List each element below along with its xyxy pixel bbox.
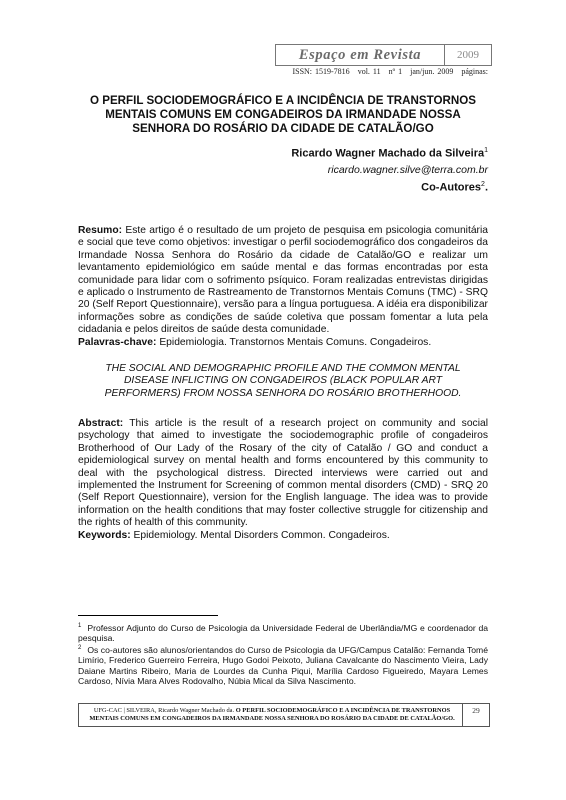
author-name: Ricardo Wagner Machado da Silveira: [291, 147, 485, 160]
pages-label: páginas:: [461, 67, 488, 76]
keywords-label: Keywords:: [78, 529, 131, 541]
keywords-text: Epidemiology. Mental Disorders Common. Congadeiros.: [133, 529, 390, 541]
article-title: O PERFIL SOCIODEMOGRÁFICO E A INCIDÊNCIA DE TRANSTORNOS MENTAIS COMUNS EM CONGADEIROS DA IRMANDADE NOSSA SENHORA DO ROSÁRIO DA CIDADE DE CATALÃO/GO: [89, 94, 477, 135]
footnote-1-text: Professor Adjunto do Curso de Psicologia da Universidade Federal de Uberlândia/MG e coordenador da pesquisa.: [78, 622, 488, 644]
footnote-1-mark: 1: [78, 623, 82, 629]
footer-citation: [83, 707, 461, 723]
issn: ISSN: 1519-7816: [292, 67, 350, 76]
palavras-chave-text: Epidemiologia. Transtornos Mentais Comuns. Congadeiros.: [159, 336, 432, 348]
journal-year: 2009: [444, 44, 492, 66]
resumo-text: Este artigo é o resultado de um projeto de pesquisa em psicologia comunitária e social que teve como objetivos: investigar o perfil sociodemográfico dos congadeiros da Irmandade Nossa Senhora do Rosário da cidade de Catalão/GO e realizar um levantamento epidemiológico em saúde mental e das formas encontradas por esta comunidade para lidar com o sofrimento psíquico. Foram realizadas entrevistas dirigidas e aplicado o Instrumento de Rastreamento de Transtornos Mentais Comuns (TMC) - SRQ 20 (Self Report Questionnaire), versão para a língua portuguesa. A idéia era disponibilizar informações sobre as condições de saúde coletiva que possam fomentar a luta pela cidadania e pelos direitos de saúde desta comunidade.: [78, 225, 488, 336]
author-email[interactable]: ricardo.wagner.silve@terra.com.br: [327, 164, 488, 176]
footnote-1: [78, 621, 488, 644]
issn-line: [292, 67, 488, 76]
footer-prefix: UFG-CAC | SILVEIRA, Ricardo Wagner Machado da.: [93, 707, 235, 714]
resumo-label: Resumo:: [78, 225, 123, 236]
issue-number: nº 1: [388, 67, 403, 76]
issue-date: jan/jun. 2009: [410, 67, 454, 76]
footnote-divider: [78, 615, 218, 616]
footer-title: O PERFIL SOCIODEMOGRÁFICO E A INCIDÊNCIA DE TRANSTORNOS MENTAIS COMUNS EM CONGADEIROS DA IRMANDADE NOSSA SENHORA DO ROSÁRIO DA CIDADE DE CATALÃO/GO.: [89, 707, 455, 722]
palavras-chave-label: Palavras-chave:: [78, 336, 157, 348]
journal-name: Espaço em Revista: [275, 44, 444, 66]
coauthors-end: .: [484, 181, 488, 194]
coauthors-label: Co-Autores: [421, 181, 482, 194]
journal-header: [275, 42, 491, 66]
coauthors-line: [421, 181, 488, 194]
footnote-2: [78, 643, 488, 686]
coauthors-footnote-mark: 2: [481, 181, 485, 188]
abstract-paragraph: [78, 418, 488, 530]
resumo-block: [78, 225, 488, 349]
keywords-line: [78, 530, 488, 542]
resumo-paragraph: [78, 225, 488, 337]
abstract-text: This article is the result of a research project on community and social psychology that aimed to investigate the sociodemographic profile of congadeiros Brotherhood of Our Lady of the Rosary of the city of Catalão / GO and conduct a epidemiological survey on mental health and forms encountered by this community to deal with the psychological distress. Directed interviews were carried out and implemented the Instrument for Screening of common mental disorders (CMD) - SRQ 20 (Self Report Questionnaire), version for the English language. The idea was to provide information on the health conditions that may foster collective struggle for citizenship and the rights of health of this community.: [78, 418, 488, 529]
footnote-2-mark: 2: [78, 645, 82, 651]
author-line: [291, 147, 488, 160]
page-footer: [78, 703, 490, 727]
page-number: 29: [462, 704, 489, 726]
author-footnote-mark: 1: [484, 147, 488, 154]
palavras-chave-line: [78, 337, 488, 349]
abstract-label: Abstract:: [78, 418, 124, 429]
footnote-2-text: Os co-autores são alunos/orientandos do Curso de Psicologia da UFG/Campus Catalão: Fernanda Tomé Limírio, Frederico Guerreiro Ferreira, Hugo Godoi Peixoto, Juliana Cavalcante do Nascimento Vieira, Lady Daiane Martins Ribeiro, Maria de Lourdes da Cunha Piqui, Marília Cardoso Figueiredo, Mayara Lemes Cardoso, Nívia Mara Alves Rodovalho, Núbia Mical da Silva Nascimento.: [78, 644, 488, 687]
abstract-block: [78, 418, 488, 542]
english-title: THE SOCIAL AND DEMOGRAPHIC PROFILE AND THE COMMON MENTAL DISEASE INFLICTING ON CONGADEIROS (BLACK POPULAR ART PERFORMERS) FROM NOSSA SENHORA DO ROSÁRIO BROTHERHOOD.: [104, 363, 462, 399]
volume: vol. 11: [357, 67, 381, 76]
